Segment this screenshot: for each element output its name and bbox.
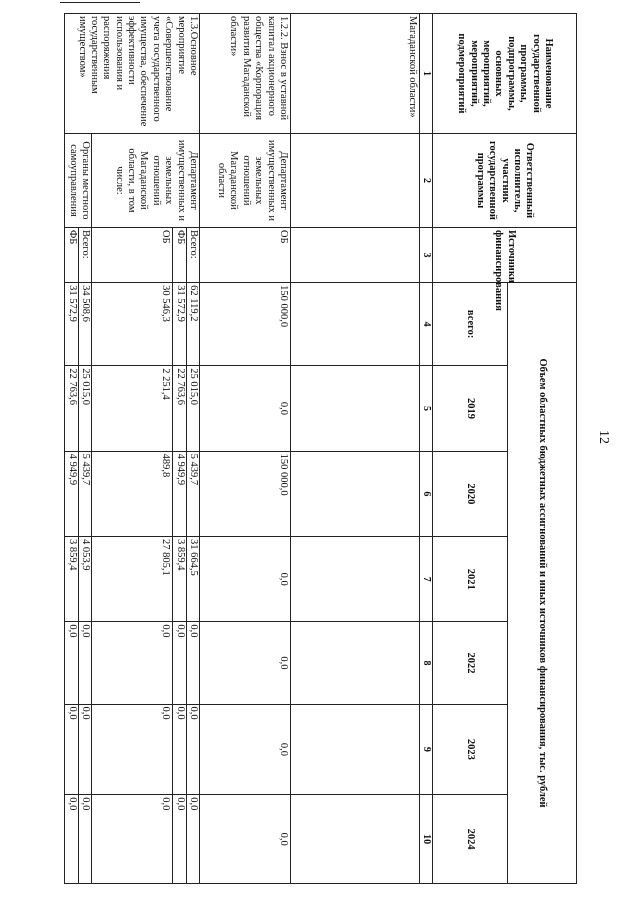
cell-value: 22 763,6 <box>173 366 186 451</box>
column-number: 1 <box>420 14 433 134</box>
cell-value: 31 572,9 <box>173 283 186 366</box>
cell-value: 0,0 <box>186 622 199 704</box>
cell-value: 0,0 <box>78 622 91 704</box>
row-source: ФБ <box>65 227 78 282</box>
cell-value: 0,0 <box>173 795 186 884</box>
cell-value: 0,0 <box>200 366 291 451</box>
row-name: Магаданской области» <box>291 14 420 134</box>
header-year: 2020 <box>433 451 508 536</box>
column-number: 9 <box>420 704 433 795</box>
table-row-1-3 <box>186 14 199 884</box>
cell-value: 489,8 <box>92 451 173 536</box>
cell-value: 0,0 <box>92 795 173 884</box>
cell-value: 0,0 <box>65 704 78 795</box>
column-number: 7 <box>420 537 433 622</box>
header-total: всего: <box>433 283 508 366</box>
header-row <box>508 14 577 884</box>
row-source: ОБ <box>92 227 173 282</box>
cell-value: 31 664,5 <box>186 537 199 622</box>
cell-value: 31 572,9 <box>65 283 78 366</box>
row-executor: Департамент имущественных и земельных отношений Магаданской области <box>200 133 291 227</box>
header-year: 2024 <box>433 795 508 884</box>
column-number: 4 <box>420 283 433 366</box>
column-number: 2 <box>420 133 433 227</box>
cell-value: 25 015,0 <box>78 366 91 451</box>
row-executor: Органы местного самоуправления <box>65 133 92 227</box>
header-year: 2019 <box>433 366 508 451</box>
cell-value: 0,0 <box>78 795 91 884</box>
cell-value: 0,0 <box>186 704 199 795</box>
cell-value: 22 763,6 <box>65 366 78 451</box>
table-row-1-3-local <box>78 14 91 884</box>
row-name: 1.2.2. Взнос в уставной капитал акционерного общества «Корпорация развития Магаданской области» <box>200 14 291 134</box>
row-executor: Департамент имущественных и земельных отношений Магаданской области, в том числе: <box>92 133 200 227</box>
row-source: Всего: <box>186 227 199 282</box>
header-volume: Объем областных бюджетных ассигнований и иных источников финансирования, тыс. рублей <box>508 283 577 884</box>
cell-value: 0,0 <box>200 537 291 622</box>
cell-value: 0,0 <box>78 704 91 795</box>
cell-value: 4 949,9 <box>173 451 186 536</box>
cell-value: 25 015,0 <box>186 366 199 451</box>
cell-value: 0,0 <box>200 622 291 704</box>
cell-value: 0,0 <box>173 704 186 795</box>
column-number: 5 <box>420 366 433 451</box>
cell-value: 5 439,7 <box>186 451 199 536</box>
header-source: Источники финансирования <box>433 227 577 282</box>
header-executor: Ответственный исполнитель, участник государственной программы <box>433 133 577 227</box>
row-name: 1.3.Основное мероприятие «Совершенствование учета государственного имущества, обеспечение эффективности использования и распоряжения государственным имуществом» <box>65 14 200 134</box>
cell-value: 30 546,3 <box>92 283 173 366</box>
cell-value: 62 119,2 <box>186 283 199 366</box>
cell-value: 2 251,4 <box>92 366 173 451</box>
row-source: ФБ <box>173 227 186 282</box>
column-number: 8 <box>420 622 433 704</box>
table-row-continuation <box>291 14 420 884</box>
column-number: 6 <box>420 451 433 536</box>
cell-value: 0,0 <box>200 795 291 884</box>
cell-value: 0,0 <box>92 704 173 795</box>
cell-value: 27 805,1 <box>92 537 173 622</box>
header-year: 2023 <box>433 704 508 795</box>
cell-value: 150 000,0 <box>200 283 291 366</box>
header-year: 2022 <box>433 622 508 704</box>
cell-value: 4 949,9 <box>65 451 78 536</box>
cell-value: 5 439,7 <box>78 451 91 536</box>
row-source: Всего: <box>78 227 91 282</box>
column-number: 10 <box>420 795 433 884</box>
column-number: 3 <box>420 227 433 282</box>
cell-value: 0,0 <box>200 704 291 795</box>
table-row-1-2-2 <box>200 14 291 884</box>
financing-table <box>65 13 578 884</box>
cell-value: 0,0 <box>65 622 78 704</box>
cell-value: 4 053,9 <box>78 537 91 622</box>
cell-value: 0,0 <box>65 795 78 884</box>
column-number-row <box>420 14 433 884</box>
cell-value: 0,0 <box>173 622 186 704</box>
page-number: 12 <box>596 430 611 444</box>
cell-value: 0,0 <box>186 795 199 884</box>
cell-value: 150 000,0 <box>200 451 291 536</box>
row-source: ОБ <box>200 227 291 282</box>
header-name: Наименование государственной программы, подпрограммы, основных мероприятий, мероприятий, подмероприятий <box>433 14 577 134</box>
cell-value: 34 508,6 <box>78 283 91 366</box>
cell-value: 3 859,4 <box>65 537 78 622</box>
cell-value: 3 859,4 <box>173 537 186 622</box>
header-year: 2021 <box>433 537 508 622</box>
cell-value: 0,0 <box>92 622 173 704</box>
